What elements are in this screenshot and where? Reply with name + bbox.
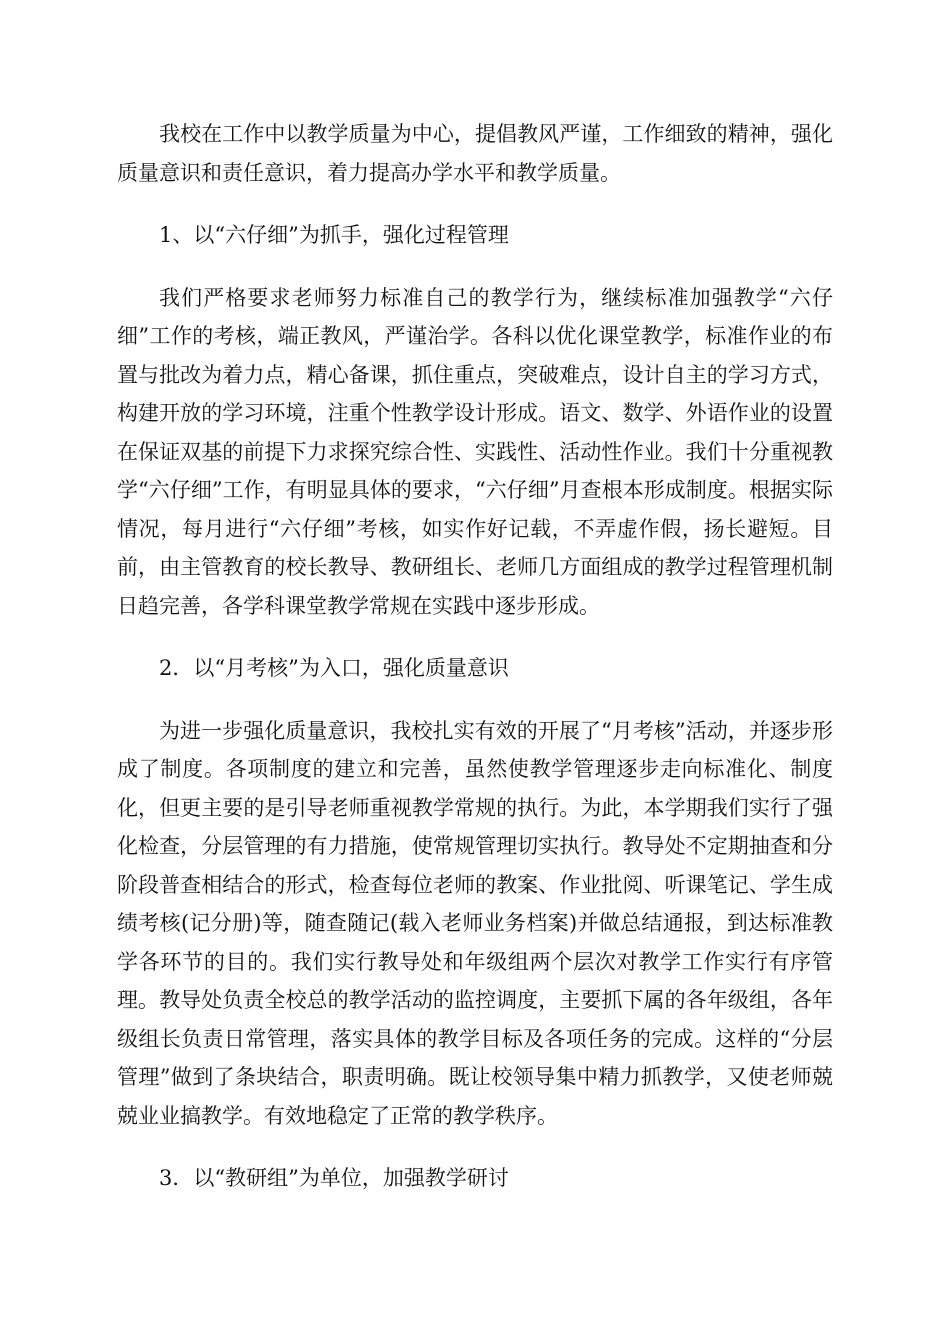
spacer (117, 688, 833, 712)
section-3-heading: 3．以“教研组”为单位，加强教学研讨 (159, 1166, 509, 1190)
intro-paragraph: 我校在工作中以教学质量为中心，提倡教风严谨，工作细致的精神，强化质量意识和责任意识，着力提高办学水平和教学质量。 (117, 122, 833, 185)
section-2-heading: 2．以“月考核”为入口，强化质量意识 (159, 656, 509, 680)
document-page (117, 115, 833, 1198)
section-1-heading: 1、以“六仔细”为抓手，强化过程管理 (159, 223, 509, 247)
spacer (117, 625, 833, 649)
spacer (117, 192, 833, 216)
spacer (117, 255, 833, 279)
spacer (117, 1135, 833, 1159)
section-1-body: 我们严格要求老师努力标准自己的教学行为，继续标准加强教学“六仔细”工作的考核，端正教风，严谨治学。各科以优化课堂教学，标准作业的布置与批改为着力点，精心备课，抓住重点，突破难点，设计自主的学习方式，构建开放的学习环境，注重个性教学设计形成。语文、数学、外语作业的设置在保证双基的前提下力求探究综合性、实践性、活动性作业。我们十分重视教学“六仔细”工作，有明显具体的要求，“六仔细”月查根本形成制度。根据实际情况，每月进行“六仔细”考核，如实作好记载，不弄虚作假，扬长避短。目前，由主管教育的校长教导、教研组长、老师几方面组成的教学过程管理机制日趋完善，各学科课堂教学常规在实践中逐步形成。 (117, 285, 833, 618)
section-2-body: 为进一步强化质量意识，我校扎实有效的开展了“月考核”活动，并逐步形成了制度。各项制度的建立和完善，虽然使教学管理逐步走向标准化、制度化，但更主要的是引导老师重视教学常规的执行。为此，本学期我们实行了强化检查，分层管理的有力措施，使常规管理切实执行。教导处不定期抽查和分阶段普查相结合的形式，检查每位老师的教案、作业批阅、听课笔记、学生成绩考核(记分册)等，随查随记(载入老师业务档案)并做总结通报，到达标准教学各环节的目的。我们实行教导处和年级组两个层次对教学工作实行有序管理。教导处负责全校总的教学活动的监控调度，主要抓下属的各年级组，各年级组长负责日常管理，落实具体的教学目标及各项任务的完成。这样的“分层管理”做到了条块结合，职责明确。既让校领导集中精力抓教学，又使老师兢兢业业搞教学。有效地稳定了正常的教学秩序。 (117, 718, 833, 1128)
